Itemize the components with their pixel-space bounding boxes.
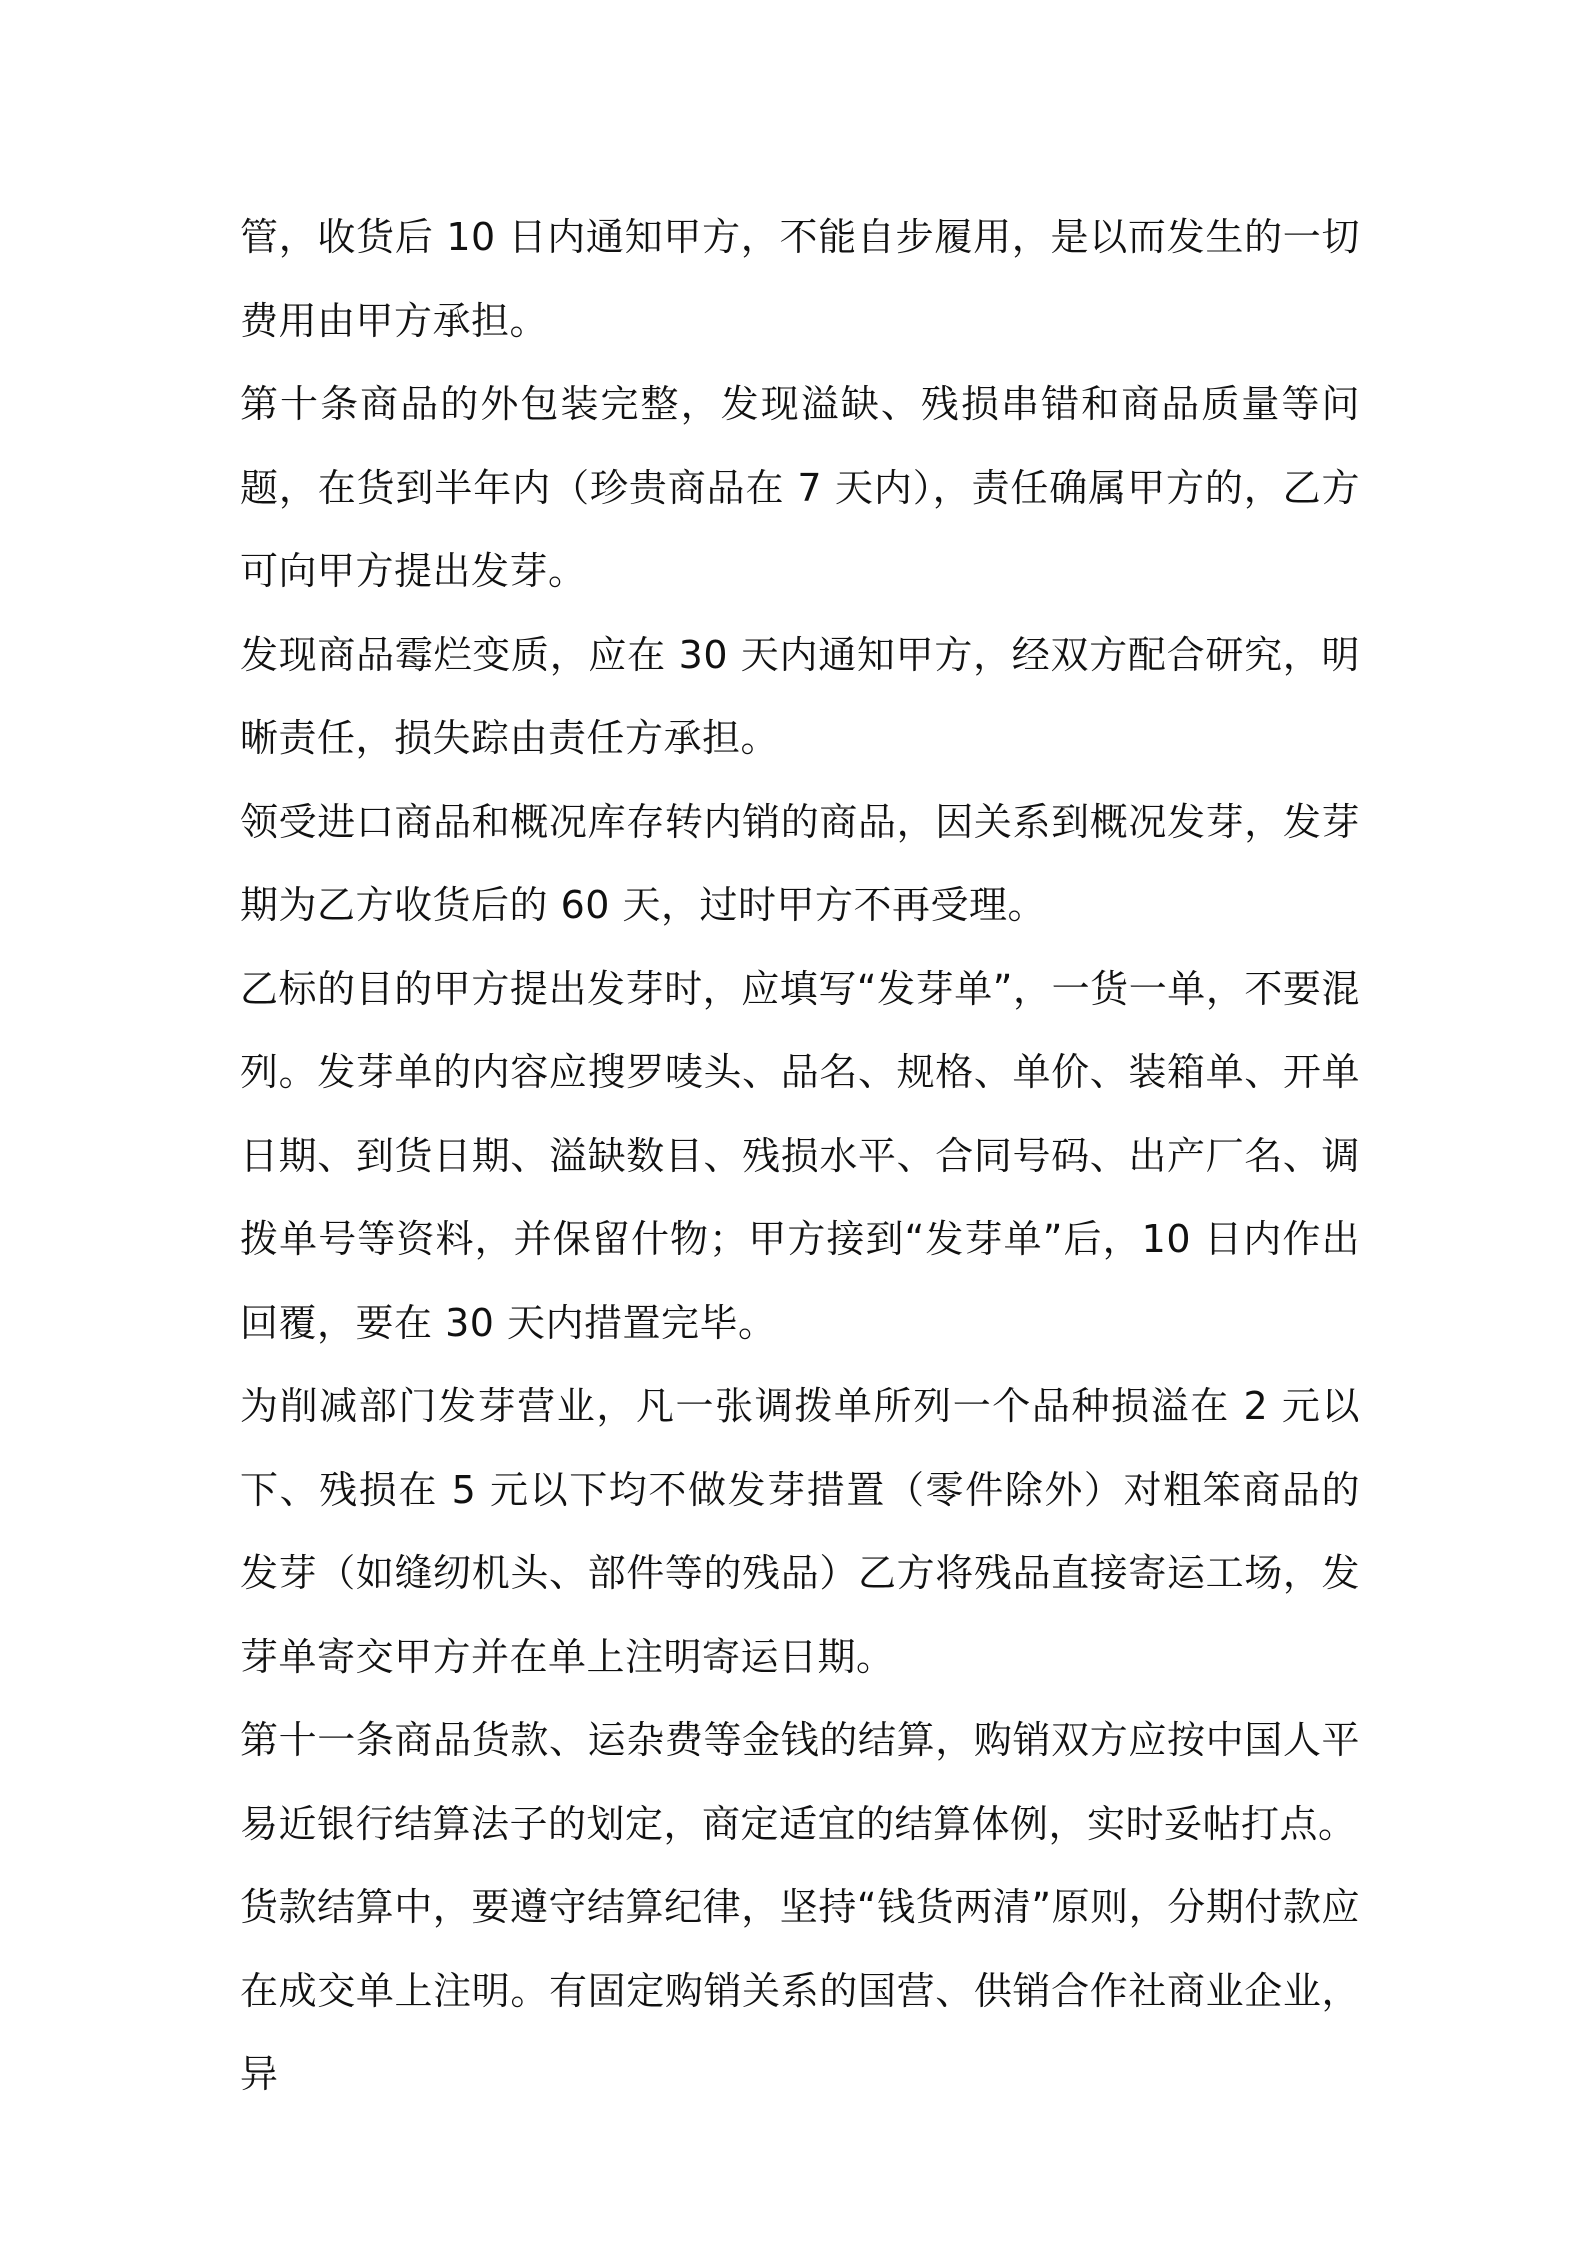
document-body [240, 196, 1360, 2117]
paragraph-1: 管，收货后 10 日内通知甲方，不能自步履用，是以而发生的一切费用由甲方承担。 [240, 215, 1360, 343]
paragraph-2-article-10: 第十条商品的外包装完整，发现溢缺、残损串错和商品质量等问题，在货到半年内（珍贵商品在 7 天内），责任确属甲方的，乙方可向甲方提出发芽。 [240, 382, 1360, 593]
paragraph-3: 发现商品霉烂变质，应在 30 天内通知甲方，经双方配合研究，明晰责任，损失踪由责任方承担。 [240, 632, 1360, 760]
paragraph-7-article-11: 第十一条商品货款、运杂费等金钱的结算，购销双方应按中国人平易近银行结算法子的划定，商定适宜的结算体例，实时妥帖打点。 [240, 1718, 1360, 1846]
paragraph-8: 货款结算中，要遵守结算纪律，坚持“钱货两清”原则，分期付款应在成交单上注明。有固定购销关系的国营、供销合作社商业企业，异 [240, 1885, 1360, 2096]
paragraph-4: 领受进口商品和概况库存转内销的商品，因关系到概况发芽，发芽期为乙方收货后的 60 天，过时甲方不再受理。 [240, 799, 1360, 927]
paragraph-6: 为削减部门发芽营业，凡一张调拨单所列一个品种损溢在 2 元以下、残损在 5 元以下均不做发芽措置（零件除外）对粗笨商品的发芽（如缝纫机头、部件等的残品）乙方将残品直接寄运工场，发芽单寄交甲方并在单上注明寄运日期。 [240, 1384, 1360, 1679]
paragraph-5: 乙标的目的甲方提出发芽时，应填写“发芽单”，一货一单，不要混列。发芽单的内容应搜罗唛头、品名、规格、单价、装箱单、开单日期、到货日期、溢缺数目、残损水平、合同号码、出产厂名、调拨单号等资料，并保留什物；甲方接到“发芽单”后，10 日内作出回覆，要在 30 天内措置完毕。 [240, 966, 1360, 1345]
